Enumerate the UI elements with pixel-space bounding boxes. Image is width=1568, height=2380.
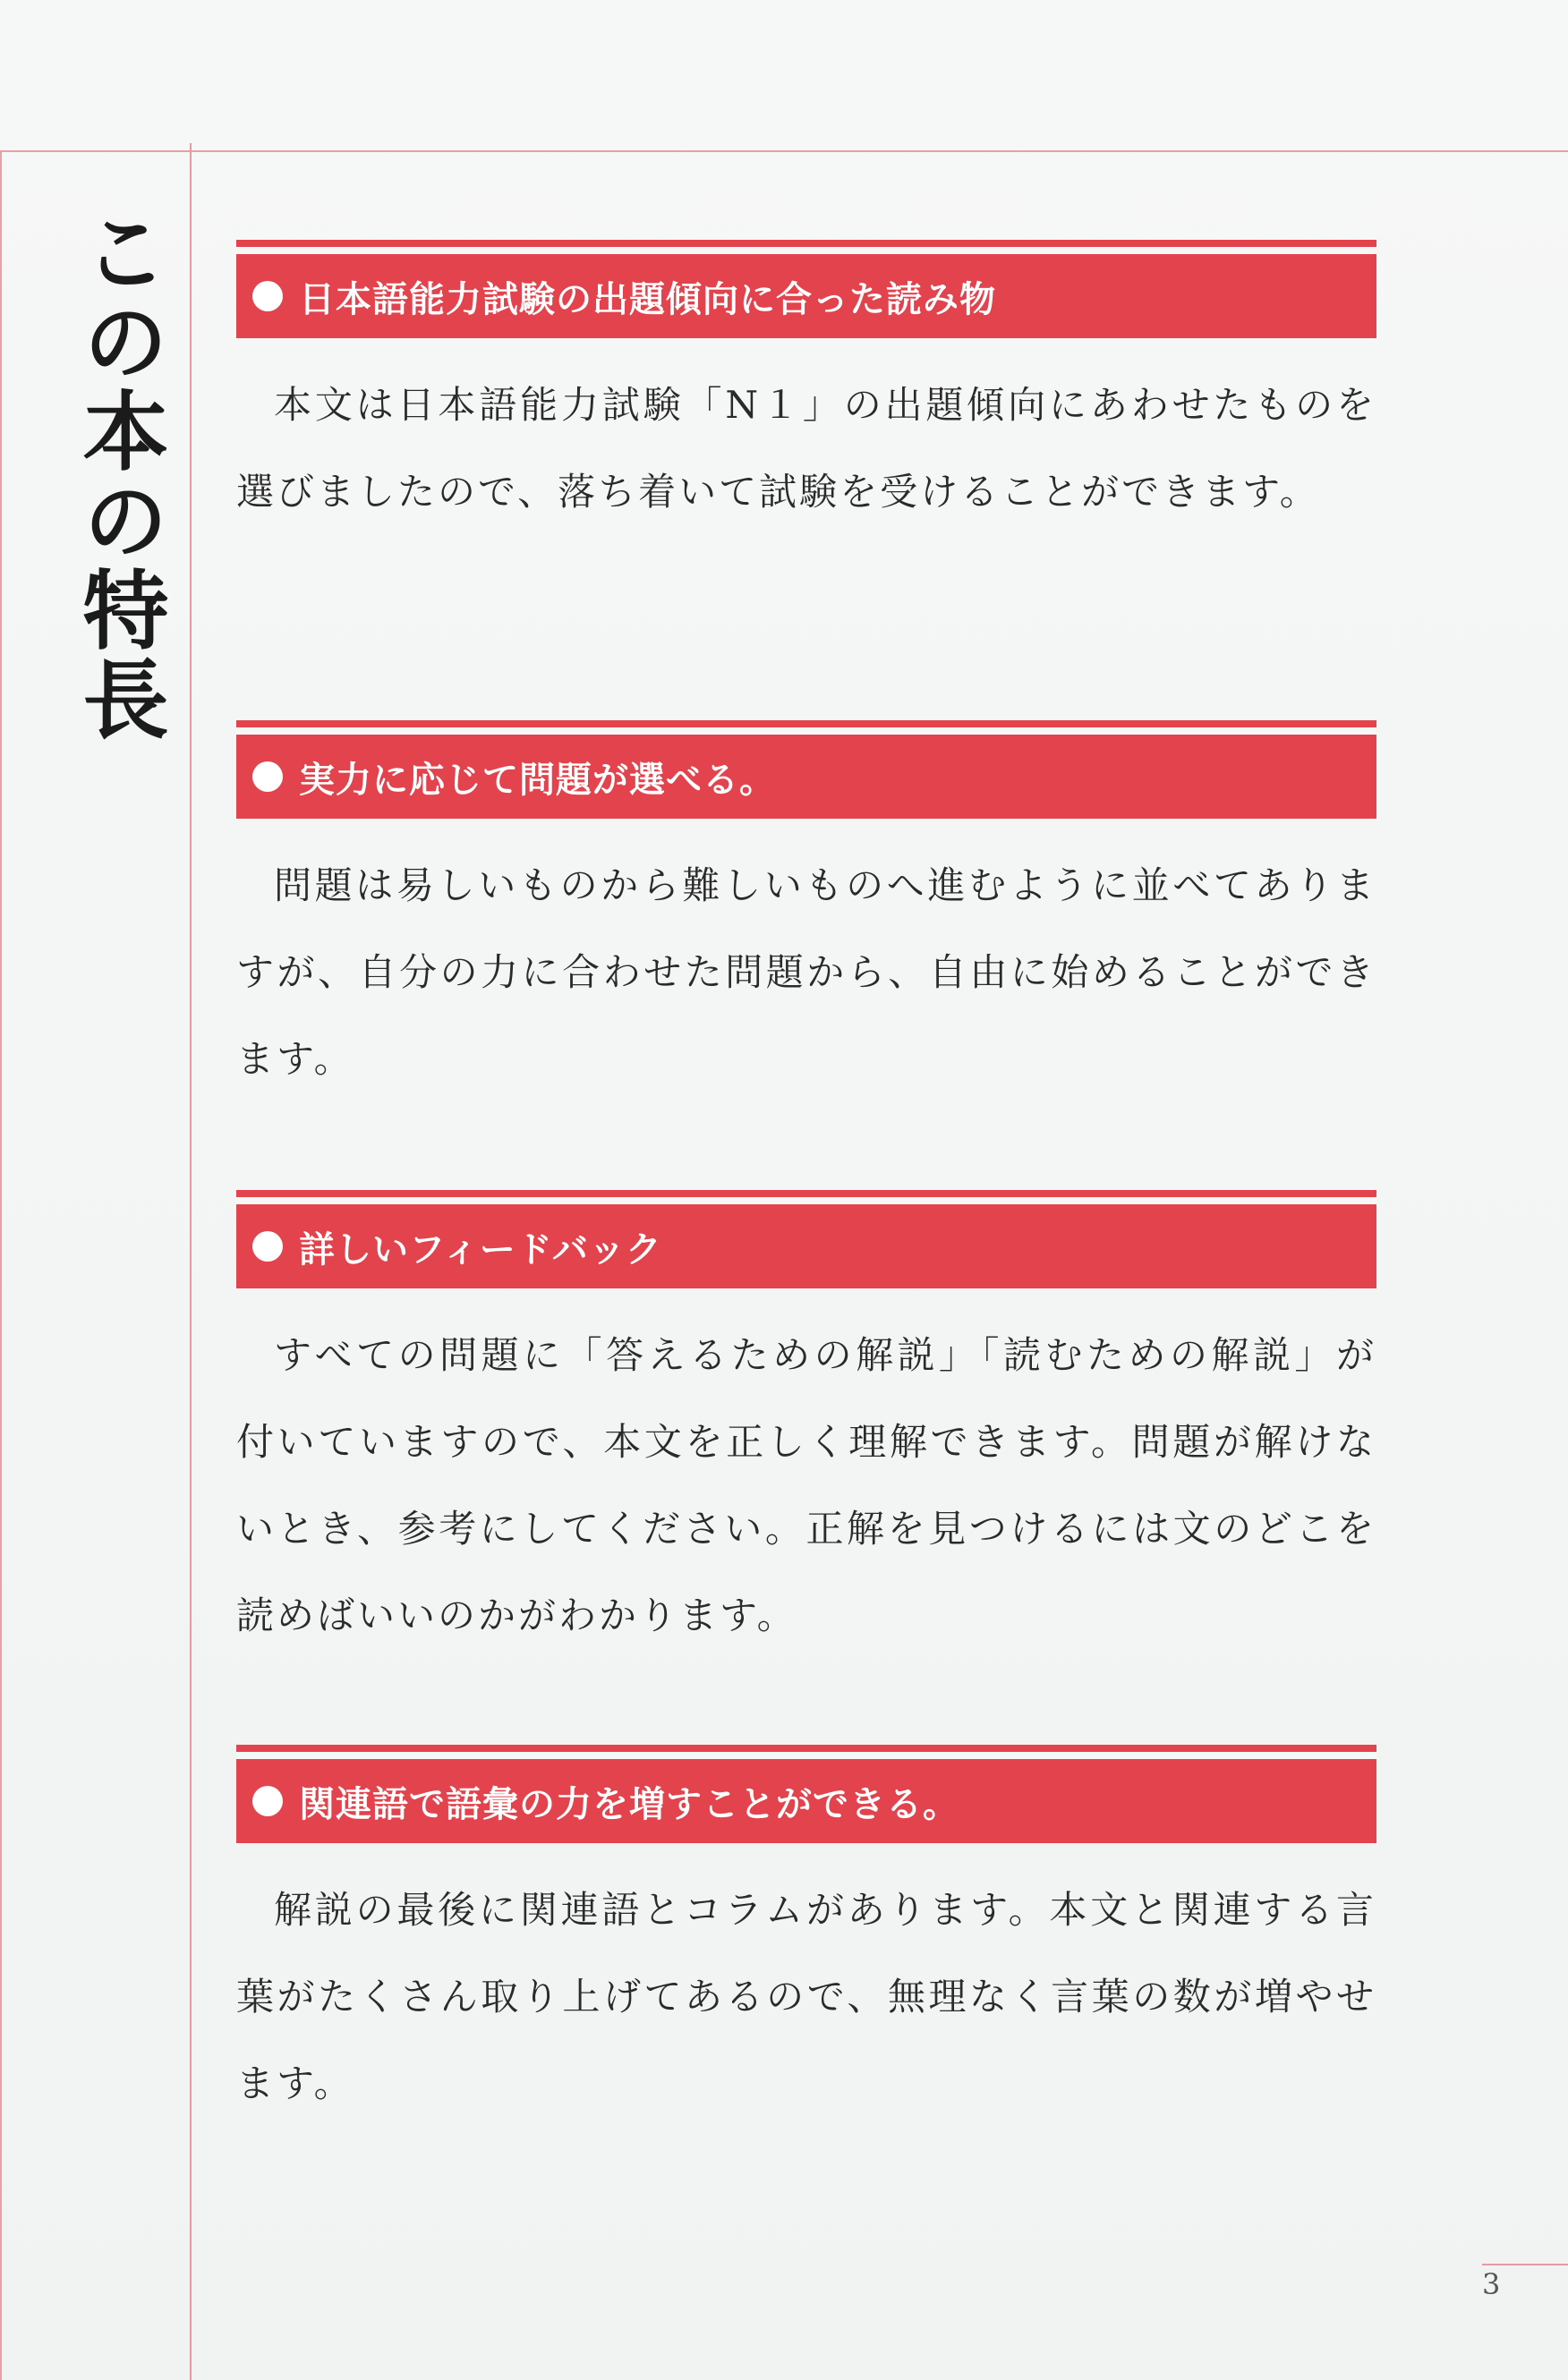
section-body: すべての問題に「答えるための解説」「読むための解説」が付いていますので、本文を正しく理解できます。問題が解けないとき、参考にしてください。正解を見つけるには文のどこを読めばいいのかがわかります。 [236, 1333, 1376, 1637]
feature-section-2 [236, 720, 1376, 1102]
section-body: 本文は日本語能力試験「N１」の出題傾向にあわせたものを選びましたので、落ち着いて試験を受けることができます。 [236, 383, 1376, 514]
left-edge-rule [0, 150, 2, 2380]
section-heading-banner [236, 720, 1376, 819]
section-heading: 詳しいフィードバック [299, 1228, 662, 1271]
section-heading-banner [236, 1190, 1376, 1288]
page-number: 3 [1482, 2267, 1501, 2301]
bullet-circle-icon [252, 1786, 283, 1816]
bullet-circle-icon [252, 1231, 283, 1262]
section-heading-banner [236, 240, 1376, 338]
page-number-rule [1482, 2264, 1568, 2265]
bullet-circle-icon [252, 281, 283, 311]
feature-section-3 [236, 1190, 1376, 1659]
feature-section-1 [236, 240, 1376, 535]
section-body: 問題は易しいものから難しいものへ進むように並べてありますが、自分の力に合わせた問題から、自由に始めることができます。 [236, 863, 1376, 1081]
page-title: この本の特長 [69, 208, 169, 744]
feature-section-4 [236, 1745, 1376, 2127]
section-heading: 関連語で語彙の力を増すことができる。 [299, 1783, 959, 1825]
section-heading: 実力に応じて問題が選べる。 [299, 759, 776, 801]
title-divider-rule [190, 143, 192, 2380]
section-heading: 日本語能力試験の出題傾向に合った読み物 [299, 278, 996, 320]
section-body: 解説の最後に関連語とコラムがあります。本文と関連する言葉がたくさん取り上げてあるので、無理なく言葉の数が増やせます。 [236, 1888, 1376, 2105]
bullet-circle-icon [252, 761, 283, 792]
section-heading-banner [236, 1745, 1376, 1843]
top-rule [0, 150, 1568, 152]
